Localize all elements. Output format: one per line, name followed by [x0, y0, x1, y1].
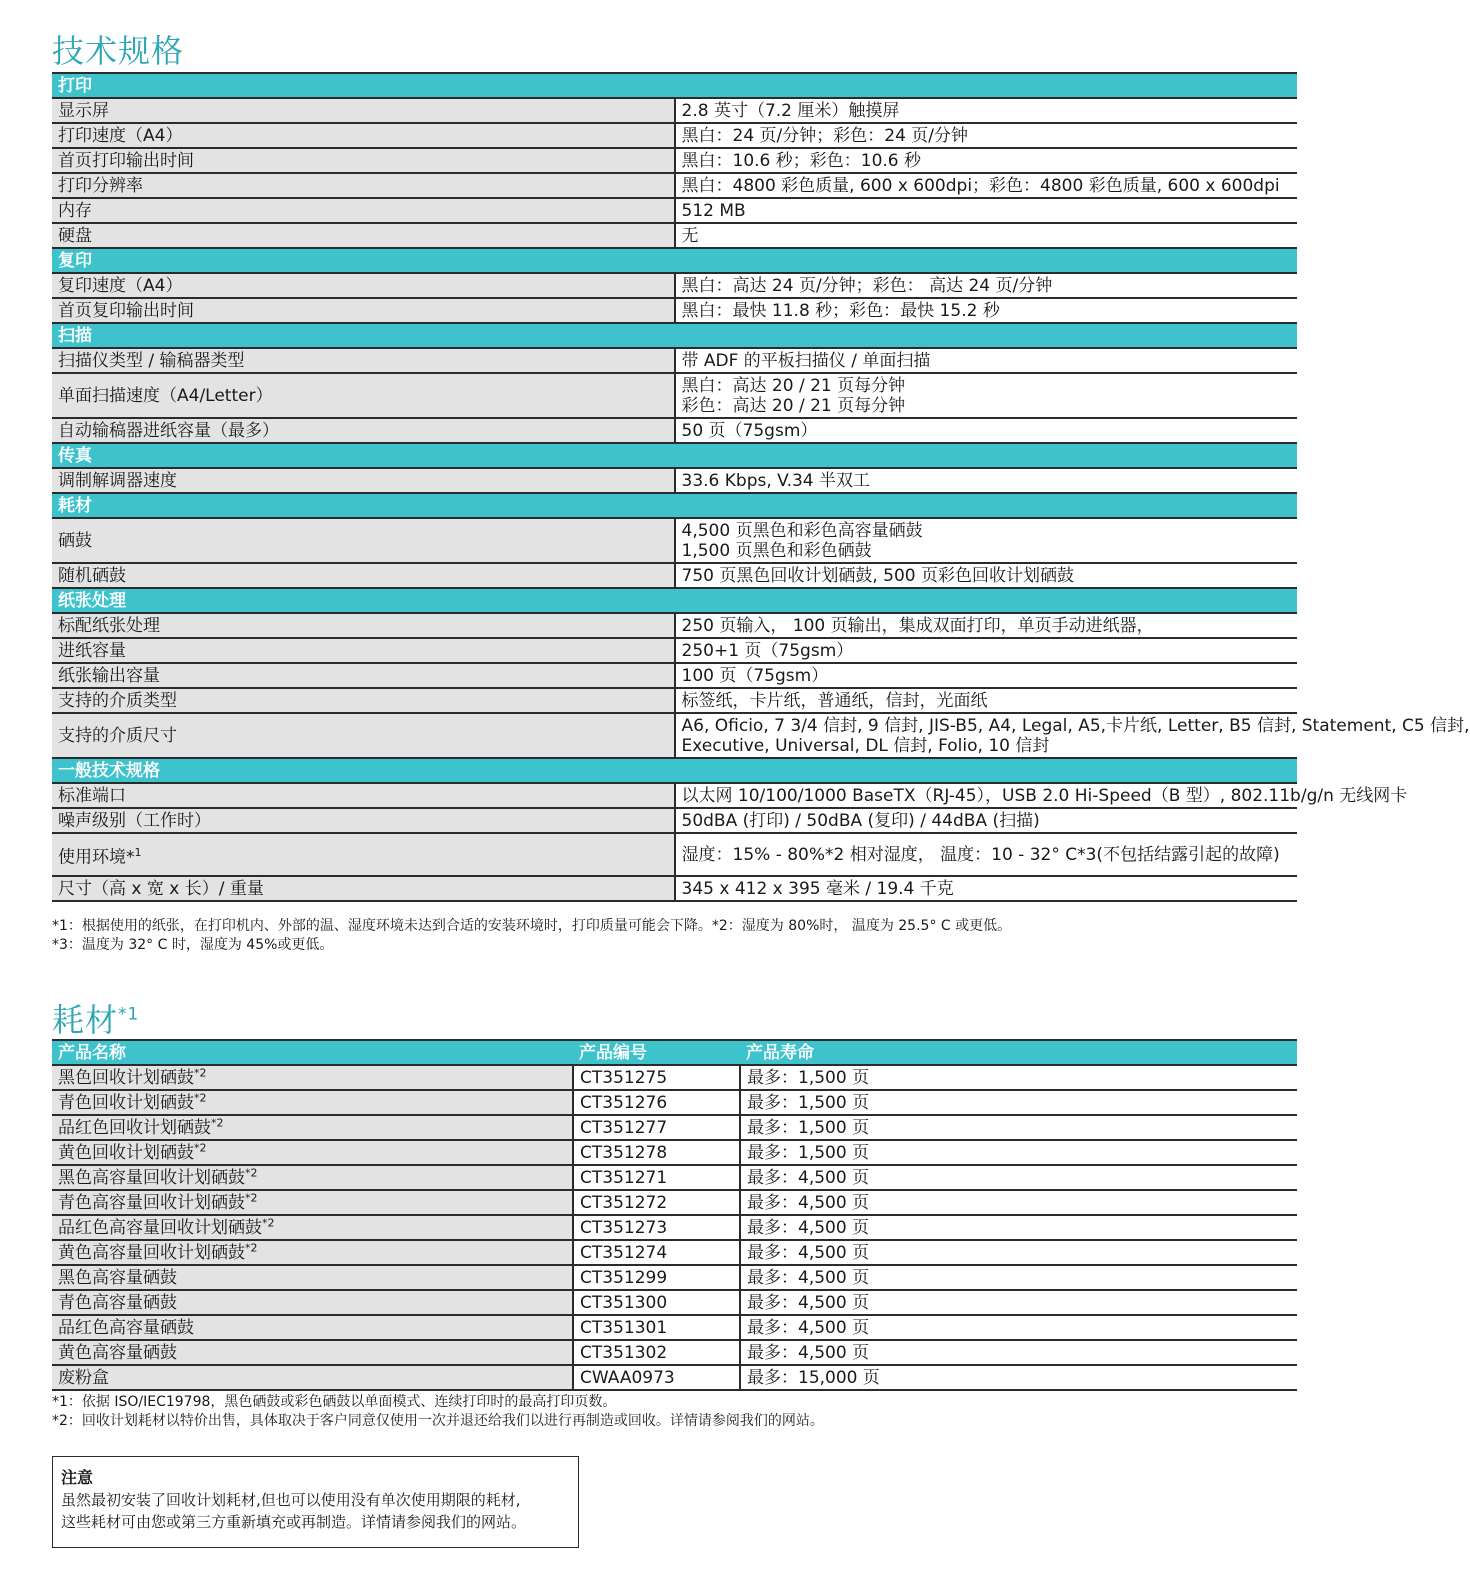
notice-line: 这些耗材可由您或第三方重新填充或再制造。详情请参阅我们的网站。: [61, 1513, 527, 1531]
spec-row: [52, 468, 1297, 493]
footnote-line: *2：回收计划耗材以特价出售，具体取决于客户同意仅使用一次并退还给我们以进行再制造或回收。详情请参阅我们的网站。: [52, 1413, 824, 1429]
spec-row: [52, 348, 1297, 373]
consumable-row: [52, 1365, 1297, 1390]
spec-value-line: 以太网 10/100/1000 BaseTX（RJ-45），USB 2.0 Hi-Speed（B 型）, 802.11b/g/n 无线网卡: [681, 786, 1408, 806]
spec-row: [52, 833, 1297, 876]
spec-row: [52, 98, 1297, 123]
notice-box: [52, 1456, 579, 1548]
spec-value: [675, 418, 1298, 443]
spec-value: [675, 876, 1298, 901]
product-life: 最多：4,500 页: [740, 1165, 1297, 1190]
product-name: [52, 1215, 573, 1240]
spec-value: [675, 173, 1298, 198]
spec-row: [52, 638, 1297, 663]
spec-label-text: 纸张输出容量: [58, 666, 160, 686]
consumable-row: [52, 1065, 1297, 1090]
section-header-row: [52, 588, 1297, 613]
spec-row: [52, 298, 1297, 323]
spec-value: [675, 688, 1298, 713]
product-name: [52, 1240, 573, 1265]
footnote-marker: *2: [245, 1166, 258, 1180]
spec-label-text: 显示屏: [58, 101, 109, 121]
spec-label-text: 首页打印输出时间: [58, 151, 194, 171]
product-name: [52, 1115, 573, 1140]
spec-label: [52, 713, 675, 758]
spec-label: [52, 613, 675, 638]
product-name-text: 黑色高容量回收计划硒鼓: [58, 1168, 245, 1188]
product-name: [52, 1290, 573, 1315]
product-life: 最多：4,500 页: [740, 1290, 1297, 1315]
section-header: 纸张处理: [52, 588, 1297, 613]
consumables-table: [52, 1039, 1297, 1391]
spec-row: [52, 876, 1297, 901]
spec-row: [52, 198, 1297, 223]
section-header-row: [52, 73, 1297, 98]
product-name: [52, 1365, 573, 1390]
section-header-row: [52, 248, 1297, 273]
spec-value: [675, 123, 1298, 148]
product-name-text: 品红色高容量回收计划硒鼓: [58, 1218, 262, 1238]
section-header-row: [52, 758, 1297, 783]
spec-row: [52, 123, 1297, 148]
spec-value: [675, 518, 1298, 563]
consumable-row: [52, 1165, 1297, 1190]
spec-value-line: Executive, Universal, DL 信封, Folio, 10 信封: [681, 736, 1050, 756]
spec-row: [52, 663, 1297, 688]
spec-value-line: 50 页（75gsm）: [681, 421, 818, 441]
product-name-text: 黄色高容量硒鼓: [58, 1343, 177, 1363]
spec-label: [52, 833, 675, 876]
spec-value: [675, 373, 1298, 418]
spec-value-line: 无: [681, 226, 699, 246]
section-header-row: [52, 323, 1297, 348]
consumable-row: [52, 1340, 1297, 1365]
product-name-text: 黄色回收计划硒鼓: [58, 1143, 194, 1163]
footnote-line: *1：根据使用的纸张，在打印机内、外部的温、湿度环境未达到合适的安装环境时，打印质量可能会下降。*2：湿度为 80%时， 温度为 25.5° C 或更低。: [52, 918, 1012, 934]
consumable-row: [52, 1290, 1297, 1315]
spec-row: [52, 563, 1297, 588]
spec-value-line: 2.8 英寸（7.2 厘米）触摸屏: [681, 101, 900, 121]
product-life: 最多：4,500 页: [740, 1240, 1297, 1265]
spec-label-text: 内存: [58, 201, 92, 221]
section-header-row: [52, 493, 1297, 518]
product-name: [52, 1165, 573, 1190]
spec-label: [52, 518, 675, 563]
spec-row: [52, 688, 1297, 713]
spec-value-line: 黑白：24 页/分钟；彩色：24 页/分钟: [681, 126, 969, 146]
product-name-text: 黑色回收计划硒鼓: [58, 1068, 194, 1088]
product-life: 最多：1,500 页: [740, 1115, 1297, 1140]
spec-value-line: 4,500 页黑色和彩色高容量硒鼓: [681, 521, 923, 541]
spec-label-text: 使用环境*: [58, 847, 135, 868]
spec-value: [675, 783, 1408, 808]
spec-value: [675, 563, 1298, 588]
product-code: CT351278: [573, 1140, 740, 1165]
spec-value: [675, 198, 1298, 223]
product-name-text: 黄色高容量回收计划硒鼓: [58, 1243, 245, 1263]
product-code: CT351300: [573, 1290, 740, 1315]
spec-label: [52, 688, 675, 713]
product-name: [52, 1265, 573, 1290]
spec-label-text: 标配纸张处理: [58, 616, 160, 636]
spec-label: [52, 876, 675, 901]
spec-value-line: 黑白：高达 20 / 21 页每分钟: [681, 376, 906, 396]
spec-value-line: 1,500 页黑色和彩色硒鼓: [681, 541, 872, 561]
spec-label-text: 自动输稿器进纸容量（最多）: [58, 421, 279, 441]
notice-line: 虽然最初安装了回收计划耗材,但也可以使用没有单次使用期限的耗材,: [61, 1491, 521, 1509]
spec-label-text: 打印分辨率: [58, 176, 143, 196]
spec-label-text: 扫描仪类型 / 输稿器类型: [58, 351, 245, 371]
spec-row: [52, 783, 1297, 808]
product-name-text: 品红色高容量硒鼓: [58, 1318, 194, 1338]
spec-value-line: A6, Oficio, 7 3/4 信封, 9 信封, JIS-B5, A4, Legal, A5,卡片纸, Letter, B5 信封, Statement, C5 信封,: [681, 716, 1470, 736]
footnote-marker: *2: [245, 1241, 258, 1255]
spec-value: [675, 833, 1298, 876]
spec-label: [52, 563, 675, 588]
spec-label: [52, 148, 675, 173]
spec-label-text: 硒鼓: [58, 531, 92, 551]
product-code: CT351271: [573, 1165, 740, 1190]
spec-value-line: 100 页（75gsm）: [681, 666, 829, 686]
spec-value: [675, 298, 1298, 323]
spec-label: [52, 198, 675, 223]
spec-row: [52, 373, 1297, 418]
spec-label: [52, 663, 675, 688]
product-code: CT351273: [573, 1215, 740, 1240]
spec-value: [675, 148, 1298, 173]
footnote-marker: 1: [134, 845, 142, 859]
consumables-title: 耗材$^{*1}$: [52, 1001, 140, 1039]
product-name: [52, 1090, 573, 1115]
footnote-marker: *2: [245, 1191, 258, 1205]
spec-value-line: 彩色：高达 20 / 21 页每分钟: [681, 396, 906, 416]
spec-value: [675, 223, 1298, 248]
product-code: CT351277: [573, 1115, 740, 1140]
product-name-text: 废粉盒: [58, 1368, 109, 1388]
product-code: CT351272: [573, 1190, 740, 1215]
section-header: 一般技术规格: [52, 758, 1297, 783]
product-code: CT351301: [573, 1315, 740, 1340]
spec-label-text: 支持的介质类型: [58, 691, 177, 711]
product-code: CWAA0973: [573, 1365, 740, 1390]
footnote-marker: *2: [194, 1066, 207, 1080]
spec-row: [52, 223, 1297, 248]
spec-row: [52, 148, 1297, 173]
product-code: CT351276: [573, 1090, 740, 1115]
spec-row: [52, 613, 1297, 638]
spec-value-line: 黑白：最快 11.8 秒；彩色：最快 15.2 秒: [681, 301, 1000, 321]
section-header: 打印: [52, 73, 1297, 98]
column-header: 产品编号: [573, 1040, 740, 1065]
product-code: CT351299: [573, 1265, 740, 1290]
spec-label: [52, 173, 675, 198]
spec-label: [52, 418, 675, 443]
section-header-row: [52, 443, 1297, 468]
section-header: 扫描: [52, 323, 1297, 348]
spec-label: [52, 783, 675, 808]
product-name: [52, 1140, 573, 1165]
spec-value: [675, 273, 1298, 298]
spec-value-line: 50dBA (打印) / 50dBA (复印) / 44dBA (扫描): [681, 811, 1040, 831]
column-header: 产品名称: [52, 1040, 573, 1065]
spec-row: [52, 273, 1297, 298]
product-name-text: 黑色高容量硒鼓: [58, 1268, 177, 1288]
consumable-row: [52, 1315, 1297, 1340]
spec-label-text: 首页复印输出时间: [58, 301, 194, 321]
spec-label-text: 打印速度（A4）: [58, 126, 183, 146]
consumable-row: [52, 1265, 1297, 1290]
spec-label: [52, 223, 675, 248]
spec-value-line: 带 ADF 的平板扫描仪 / 单面扫描: [681, 351, 931, 371]
product-name-text: 青色高容量回收计划硒鼓: [58, 1193, 245, 1213]
footnote-line: *3：温度为 32° C 时，湿度为 45%或更低。: [52, 937, 334, 953]
spec-value-line: 黑白：10.6 秒；彩色：10.6 秒: [681, 151, 922, 171]
section-header: 传真: [52, 443, 1297, 468]
spec-label-text: 调制解调器速度: [58, 471, 177, 491]
spec-value: [675, 468, 1298, 493]
spec-label-text: 硬盘: [58, 226, 92, 246]
footnote-marker: *2: [262, 1216, 275, 1230]
product-life: 最多：4,500 页: [740, 1190, 1297, 1215]
spec-label-text: 尺寸（高 x 宽 x 长）/ 重量: [58, 879, 264, 899]
product-code: CT351302: [573, 1340, 740, 1365]
section-header: 耗材: [52, 493, 1297, 518]
product-name: [52, 1190, 573, 1215]
section-header: 复印: [52, 248, 1297, 273]
consumables-footnotes: [52, 1393, 824, 1431]
consumable-row: [52, 1190, 1297, 1215]
product-life: 最多：1,500 页: [740, 1090, 1297, 1115]
spec-value-line: 250 页输入， 100 页输出，集成双面打印，单页手动进纸器，: [681, 616, 1154, 636]
product-name-text: 青色回收计划硒鼓: [58, 1093, 194, 1113]
product-life: 最多：4,500 页: [740, 1265, 1297, 1290]
spec-value: [675, 348, 1298, 373]
product-code: CT351274: [573, 1240, 740, 1265]
spec-value-line: 512 MB: [681, 201, 746, 221]
product-name-text: 品红色回收计划硒鼓: [58, 1118, 211, 1138]
spec-value-line: 标签纸，卡片纸，普通纸，信封，光面纸: [681, 691, 988, 711]
spec-value-line: 黑白：4800 彩色质量, 600 x 600dpi；彩色：4800 彩色质量, 600 x 600dpi: [681, 176, 1280, 196]
product-life: 最多：1,500 页: [740, 1065, 1297, 1090]
spec-label: [52, 468, 675, 493]
spec-value: [675, 663, 1298, 688]
product-life: 最多：15,000 页: [740, 1365, 1297, 1390]
spec-value: [675, 713, 1470, 758]
consumable-row: [52, 1240, 1297, 1265]
spec-label: [52, 808, 675, 833]
spec-label-text: 支持的介质尺寸: [58, 726, 177, 746]
spec-label-text: 噪声级别（工作时）: [58, 811, 211, 831]
page-title: 技术规格: [52, 32, 185, 70]
spec-value-line: 750 页黑色回收计划硒鼓, 500 页彩色回收计划硒鼓: [681, 566, 1075, 586]
spec-label-text: 标准端口: [58, 786, 126, 806]
spec-label-text: 单面扫描速度（A4/Letter）: [58, 386, 273, 406]
spec-label: [52, 98, 675, 123]
spec-label: [52, 273, 675, 298]
spec-value-line: 湿度：15% - 80%*2 相对湿度， 温度：10 - 32° C*3(不包括结露引起的故障): [681, 845, 1280, 865]
consumable-row: [52, 1140, 1297, 1165]
spec-row: [52, 713, 1297, 758]
spec-row: [52, 418, 1297, 443]
footnote-marker: *2: [194, 1091, 207, 1105]
spec-value: [675, 613, 1298, 638]
footnote-marker: *2: [194, 1141, 207, 1155]
column-header: 产品寿命: [740, 1040, 1297, 1065]
spec-label: [52, 373, 675, 418]
footnote-marker: *2: [211, 1116, 224, 1130]
product-name: [52, 1065, 573, 1090]
spec-value: [675, 808, 1298, 833]
spec-value-line: 黑白：高达 24 页/分钟；彩色： 高达 24 页/分钟: [681, 276, 1053, 296]
product-code: CT351275: [573, 1065, 740, 1090]
spec-label-text: 进纸容量: [58, 641, 126, 661]
notice-title: 注意: [61, 1468, 94, 1487]
product-name-text: 青色高容量硒鼓: [58, 1293, 177, 1313]
product-life: 最多：4,500 页: [740, 1215, 1297, 1240]
spec-row: [52, 173, 1297, 198]
spec-label-text: 随机硒鼓: [58, 566, 126, 586]
spec-value-line: 345 x 412 x 395 毫米 / 19.4 千克: [681, 879, 954, 899]
product-name: [52, 1315, 573, 1340]
spec-label: [52, 348, 675, 373]
spec-row: [52, 518, 1297, 563]
spec-row: [52, 808, 1297, 833]
consumable-row: [52, 1215, 1297, 1240]
spec-table: [52, 72, 1470, 902]
spec-label: [52, 298, 675, 323]
product-name: [52, 1340, 573, 1365]
product-life: 最多：1,500 页: [740, 1140, 1297, 1165]
spec-value-line: 33.6 Kbps, V.34 半双工: [681, 471, 871, 491]
spec-label: [52, 638, 675, 663]
spec-label: [52, 123, 675, 148]
spec-value-line: 250+1 页（75gsm）: [681, 641, 854, 661]
consumable-row: [52, 1090, 1297, 1115]
consumables-header-row: [52, 1040, 1297, 1065]
product-life: 最多：4,500 页: [740, 1340, 1297, 1365]
product-life: 最多：4,500 页: [740, 1315, 1297, 1340]
spec-label-text: 复印速度（A4）: [58, 276, 183, 296]
spec-footnotes: [52, 917, 1011, 955]
spec-value: [675, 98, 1298, 123]
consumable-row: [52, 1115, 1297, 1140]
footnote-line: *1：依据 ISO/IEC19798，黑色硒鼓或彩色硒鼓以单面模式、连续打印时的最高打印页数。: [52, 1394, 617, 1410]
spec-value: [675, 638, 1298, 663]
